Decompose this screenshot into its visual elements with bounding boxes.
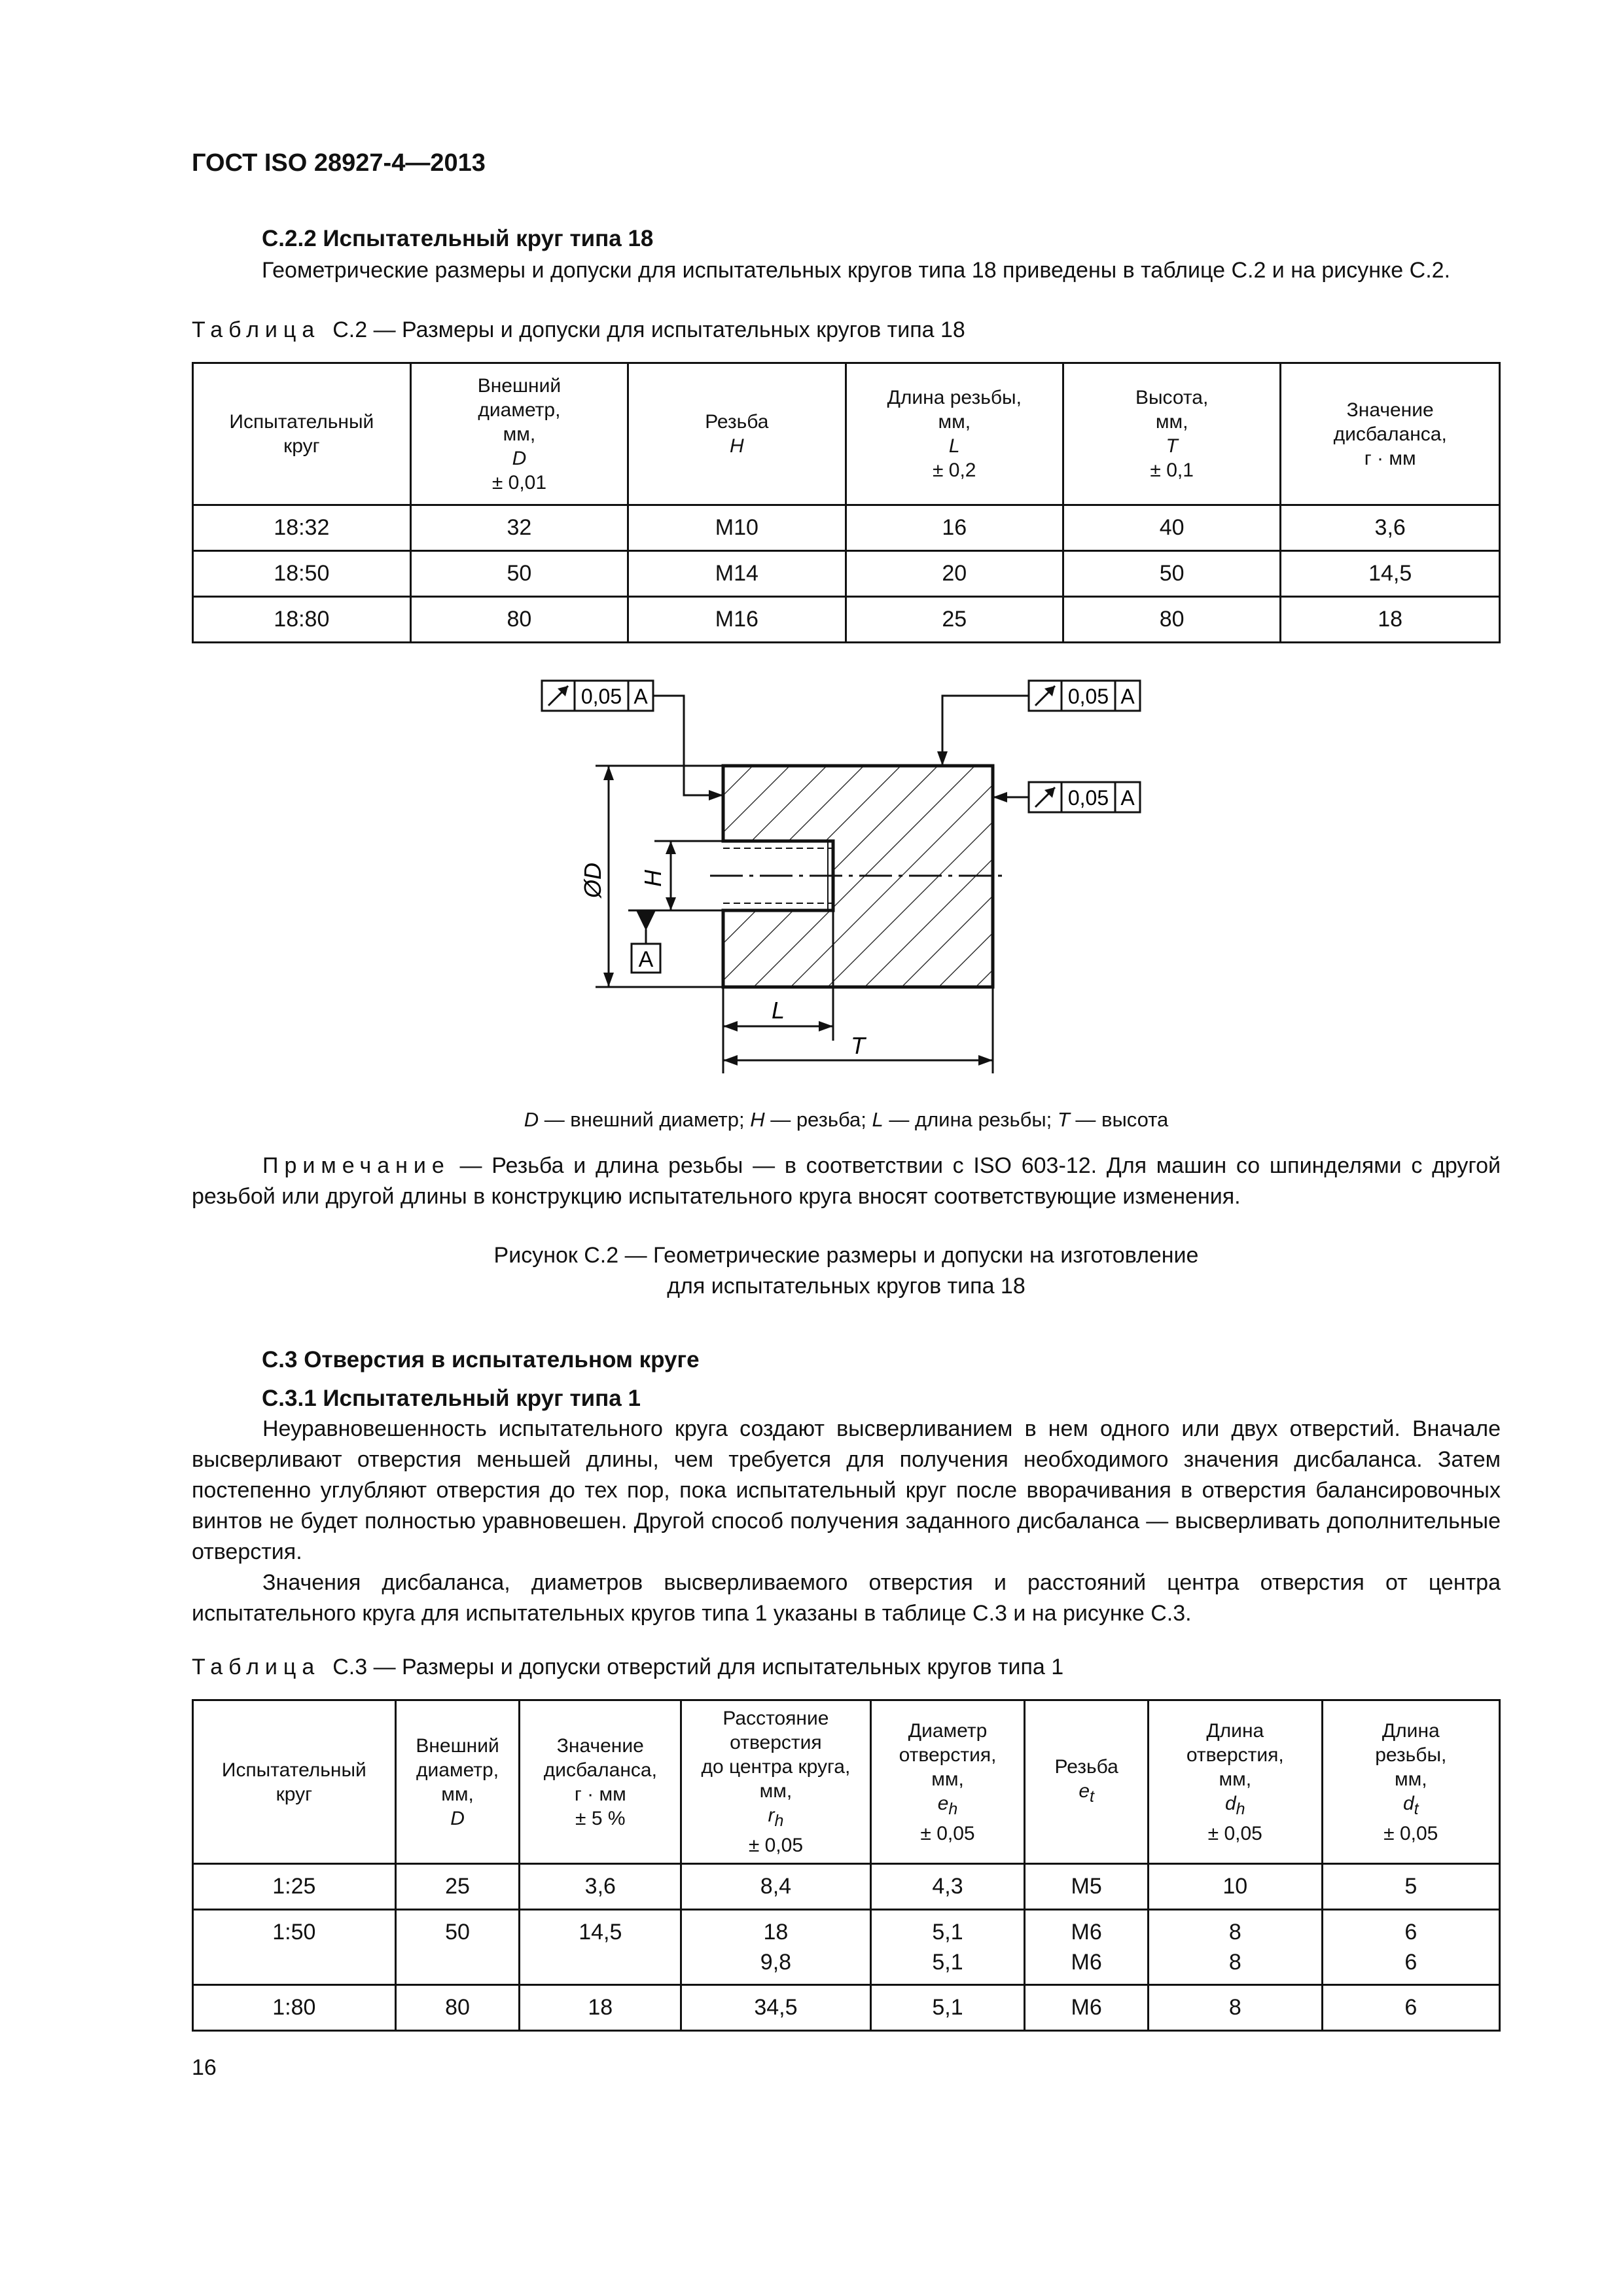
svg-text:0,05: 0,05: [580, 685, 622, 708]
dim-L-label: L: [771, 997, 785, 1024]
dim-D-label: ØD: [579, 863, 606, 898]
section-title-c3: С.3 Отверстия в испытательном круге: [262, 1347, 700, 1372]
figure-legend: D — внешний диаметр; H — резьба; L — длина резьбы; T — высота: [524, 1108, 1169, 1131]
figure-note: Примечание — Резьба и длина резьбы — в соответствии с ISO 603-12. Для машин со шпинделями с другой резьбой или другой длины в конструкцию испытательного круга вносят соответствующие изменения.: [192, 1153, 1501, 1209]
tolerance-frame-top: [937, 681, 1140, 766]
dim-H-label: H: [639, 870, 666, 887]
section-c31-paragraph-2: Значения дисбаланса, диаметров высверливаемого отверстия и расстояний центра отверстия от центра испытательного круга для испытательных кругов типа 1 указаны в таблице С.3 и на рисунке С.3.: [192, 1570, 1501, 1626]
table-c3-caption: Таблица С.3 — Размеры и допуски отверстий для испытательных кругов типа 1: [192, 1655, 1064, 1679]
document-header: ГОСТ ISO 28927-4—2013: [192, 149, 486, 177]
table-row: 1:25 25 3,6 8,4 4,3 M5 10 5: [193, 1864, 1500, 1910]
section-c31-paragraph-1: Неуравновешенность испытательного круга создают высверливанием в нем одного или двух отверстий. Вначале высверливают отверстия меньшей длины, чем требуется для получения необходимого значения дисбаланса. Затем постепенно углубляют отверстия до тех пор, пока испытательный круг после вворачивания в отверстия балансировочных винтов не будет полностью уравновешен. Другой способ получения заданного дисбаланса — высверливать дополнительные отверстия.: [192, 1416, 1501, 1564]
t2-header-circle: Испытательный круг: [193, 363, 411, 505]
table-row: 1:80 80 18 34,5 5,1 M6 8 6: [193, 1985, 1500, 2031]
svg-text:0,05: 0,05: [1067, 786, 1109, 810]
svg-text:A: A: [1120, 685, 1135, 708]
t2-header-diameter: Внешний диаметр, мм, D ± 0,01: [410, 363, 628, 505]
tolerance-frame-left: [542, 681, 723, 800]
svg-text:A: A: [638, 947, 654, 972]
table-row: 18:50 50 M14 20 50 14,5: [193, 551, 1500, 597]
dim-T-label: T: [851, 1032, 865, 1059]
section-title-c31: С.3.1 Испытательный круг типа 1: [262, 1386, 641, 1411]
svg-text:0,05: 0,05: [1067, 685, 1109, 708]
table-row: 18:80 80 M16 25 80 18: [193, 597, 1500, 643]
svg-text:A: A: [633, 685, 648, 708]
section-c22-text: Геометрические размеры и допуски для испытательных кругов типа 18 приведены в таблице С.2 и на рисунке С.2.: [262, 258, 1451, 283]
page-number: 16: [192, 2055, 217, 2080]
table-c2-caption: Таблица С.2 — Размеры и допуски для испытательных кругов типа 18: [192, 317, 965, 342]
table-c2: [192, 362, 1501, 643]
t2-header-thread: Резьба H: [628, 363, 846, 505]
t2-header-unbalance: Значение дисбаланса, г · мм: [1281, 363, 1500, 505]
t2-header-thread-length: Длина резьбы, мм, L ± 0,2: [846, 363, 1063, 505]
table-c3: Испытательный круг Внешний диаметр, мм, D Значение дисбаланса, г · мм ± 5 % Расстояние отверстия до центра круга, мм, $r_h$ ± 0,05 Диаметр отверстия, мм, $e_h$ ± 0,05 Резьба $e_t$ Длина отверстия, мм, $d_h$ ± 0,05 Длина резьбы, мм, $d_t$ ± 0,05 1:25 25 3,6 8,4 4,3 M5 10 5 1:50 50 14,5 18 9,8 5,1 5,1 M6 M6 8 8 6 6 1:80 80 18 34,5 5,1 M6 8 6: [192, 1699, 1501, 2032]
section-title-c22: С.2.2 Испытательный круг типа 18: [262, 226, 654, 251]
figure-c2-drawing: [524, 668, 1165, 1093]
svg-text:A: A: [1120, 786, 1135, 810]
table-row: 1:50 50 14,5 18 9,8 5,1 5,1 M6 M6 8 8 6 6: [193, 1910, 1500, 1985]
figure-caption: Рисунок С.2 — Геометрические размеры и допуски на изготовление для испытательных кругов типа 18: [493, 1243, 1199, 1299]
table-row: 18:32 32 M10 16 40 3,6: [193, 505, 1500, 551]
datum-triangle: [636, 910, 656, 931]
tolerance-frame-right: [993, 782, 1140, 812]
t2-header-height: Высота, мм, T ± 0,1: [1063, 363, 1280, 505]
